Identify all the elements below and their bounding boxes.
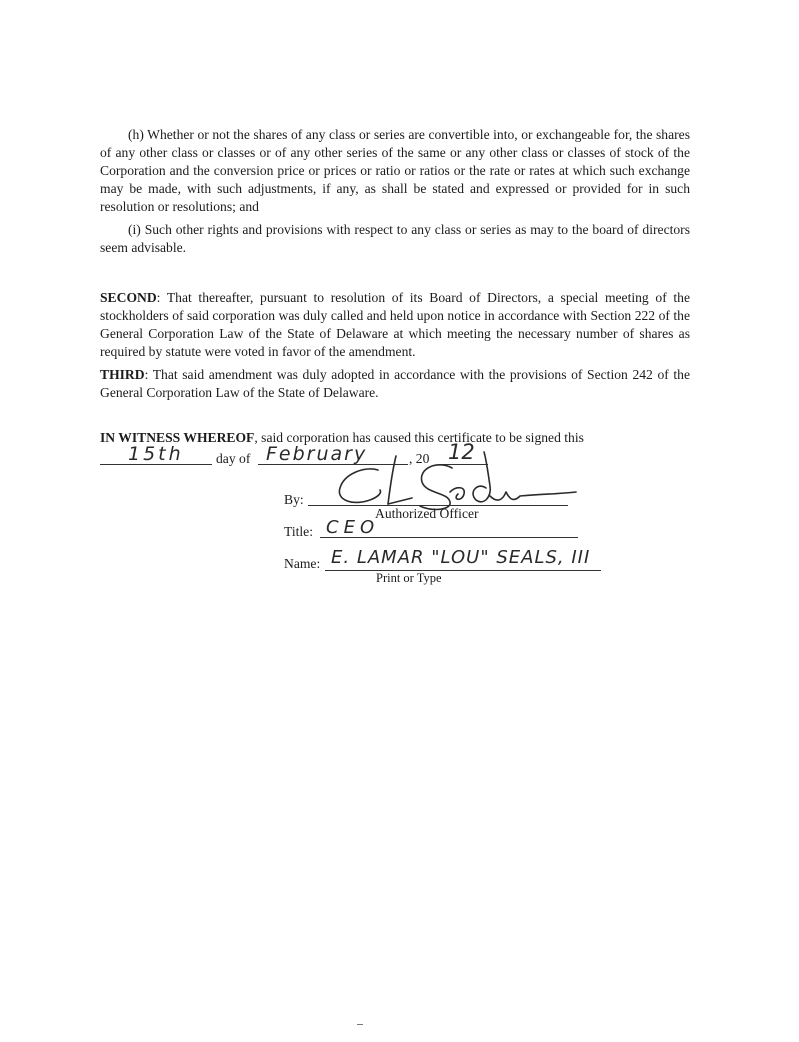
scan-mark	[357, 1024, 363, 1025]
name-handwritten: E. LAMAR "LOU" SEALS, III	[331, 547, 591, 568]
print-or-type-caption: Print or Type	[376, 571, 442, 585]
year-handwritten: 12	[448, 440, 475, 464]
authorized-officer-caption: Authorized Officer	[375, 506, 479, 521]
paragraph-i-text: (i) Such other rights and provisions with respect to any class or series as may to the board of directors seem advisable.	[100, 222, 690, 255]
witness-text: , said corporation has caused this certificate to be signed this	[254, 430, 584, 445]
second-label: SECOND	[100, 290, 157, 305]
paragraph-third	[100, 366, 690, 402]
paragraph-h-text: (h) Whether or not the shares of any class or series are convertible into, or exchangeable for, the shares of any other class or classes or of any other series of the same or any other class or classes of stock of the Corporation and the conversion price or prices or ratio or ratios or the rate or rates at which such exchange may be made, with such adjustments, if any, as shall be stated and expressed or provided for in such resolution or resolutions; and	[100, 127, 690, 214]
title-label: Title:	[284, 524, 313, 539]
paragraph-h	[100, 126, 690, 216]
paragraph-second	[100, 289, 690, 361]
third-label: THIRD	[100, 367, 145, 382]
by-label: By:	[284, 492, 304, 507]
second-text: : That thereafter, pursuant to resolution of its Board of Directors, a special meeting of the stockholders of said corporation was duly called and held upon notice in accordance with Section 222 of the General Corporation Law of the State of Delaware at which meeting the necessary number of shares as required by statute were voted in favor of the amendment.	[100, 290, 690, 359]
title-handwritten: CEO	[326, 517, 380, 538]
paragraph-i	[100, 221, 690, 257]
signature-image	[300, 448, 580, 514]
third-text: : That said amendment was duly adopted in accordance with the provisions of Section 242 of the General Corporation Law of the State of Delaware.	[100, 367, 690, 400]
name-label: Name:	[284, 556, 321, 571]
name-line	[325, 570, 601, 571]
year-prefix: , 20	[409, 451, 430, 466]
day-of-label: day of	[216, 451, 251, 466]
witness-label: IN WITNESS WHEREOF	[100, 430, 255, 445]
month-handwritten: February	[266, 443, 368, 465]
day-handwritten: 15th	[128, 443, 184, 465]
